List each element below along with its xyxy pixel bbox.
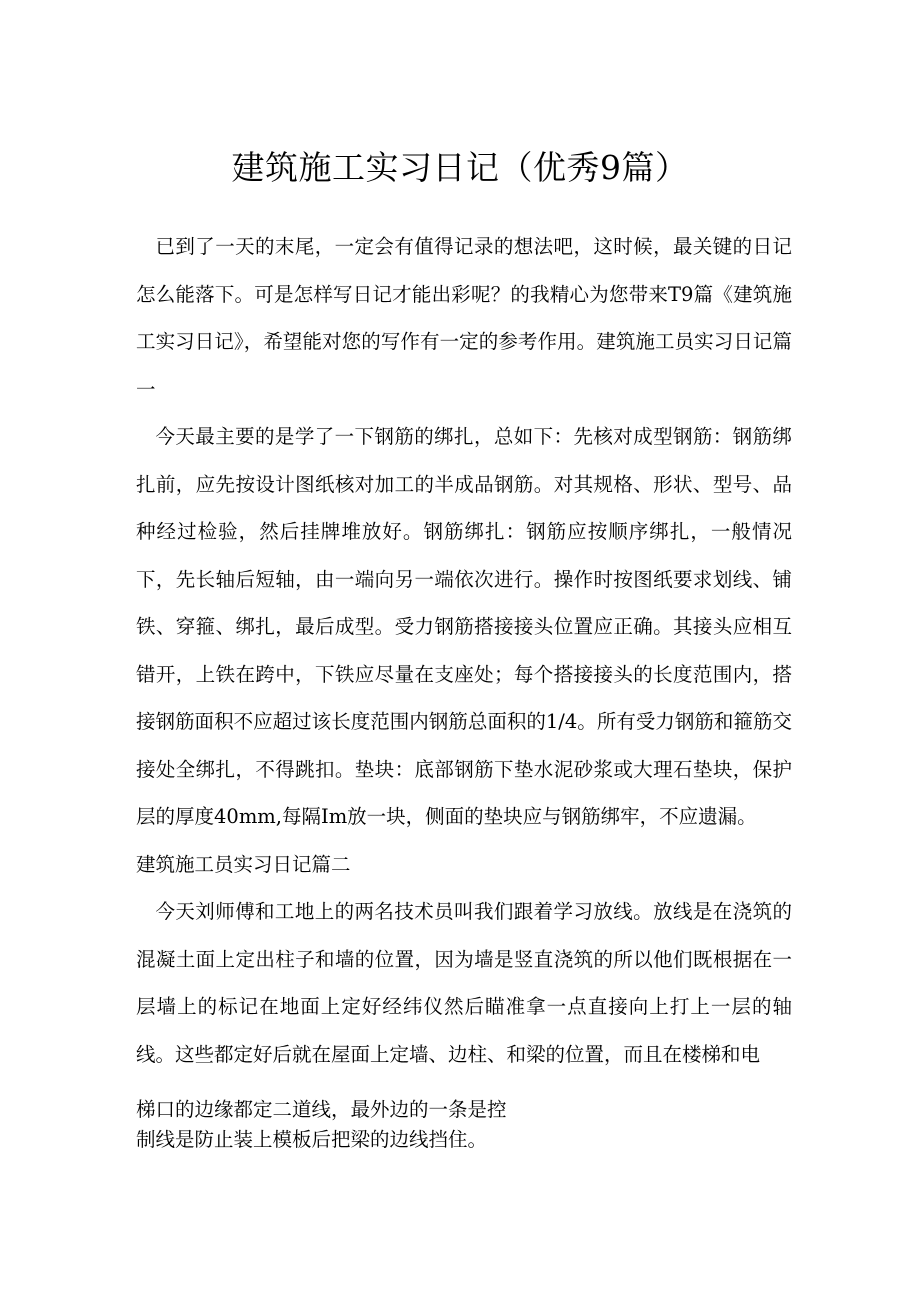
tail-line-1: 梯口的边缘都定二道线，最外边的一条是控 [136, 1098, 507, 1121]
paragraph-intro: 已到了一天的末尾，一定会有值得记录的想法吧，这时候，最关键的日记怎么能落下。可是怎样写日记才能出彩呢？的我精心为您带来T9篇《建筑施工实习日记》，希望能对您的写作有一定的参考作用。建筑施工员实习日记篇一 [136, 235, 792, 401]
tail-line-2: 制线是防止装上模板后把梁的边线挡住。 [136, 1128, 488, 1151]
section-heading-part-two: 建筑施工员实习日记篇二 [136, 852, 351, 876]
document-title: 建筑施工实习日记（优秀9篇） [231, 148, 689, 187]
paragraph-layout-lines: 今天刘师傅和工地上的两名技术员叫我们跟着学习放线。放线是在浇筑的混凝土面上定出柱子和墙的位置，因为墙是竖直浇筑的所以他们既根据在一层墙上的标记在地面上定好经纬仪然后瞄准拿一点直接向上打上一层的轴线。这些都定好后就在屋面上定墙、边柱、和梁的位置，而且在楼梯和电 [136, 900, 792, 1066]
document-body [136, 223, 792, 1078]
paragraph-rebar: 今天最主要的是学了一下钢筋的绑扎，总如下：先核对成型钢筋：钢筋绑扎前，应先按设计图纸核对加工的半成品钢筋。对其规格、形状、型号、品种经过检验，然后挂牌堆放好。钢筋绑扎：钢筋应按顺序绑扎，一般情况下，先长轴后短轴，由一端向另一端依次进行。操作时按图纸要求划线、铺铁、穿箍、绑扎，最后成型。受力钢筋搭接接头位置应正确。其接头应相互错开，上铁在跨中，下铁应尽量在支座处；每个搭接接头的长度范围内，搭接钢筋面积不应超过该长度范围内钢筋总面积的1/4。所有受力钢筋和箍筋交接处全绑扎，不得跳扣。垫块：底部钢筋下垫水泥砂浆或大理石垫块，保护层的厚度40mm,每隔Im放一块，侧面的垫块应与钢筋绑牢，不应遗漏。 [136, 425, 792, 828]
